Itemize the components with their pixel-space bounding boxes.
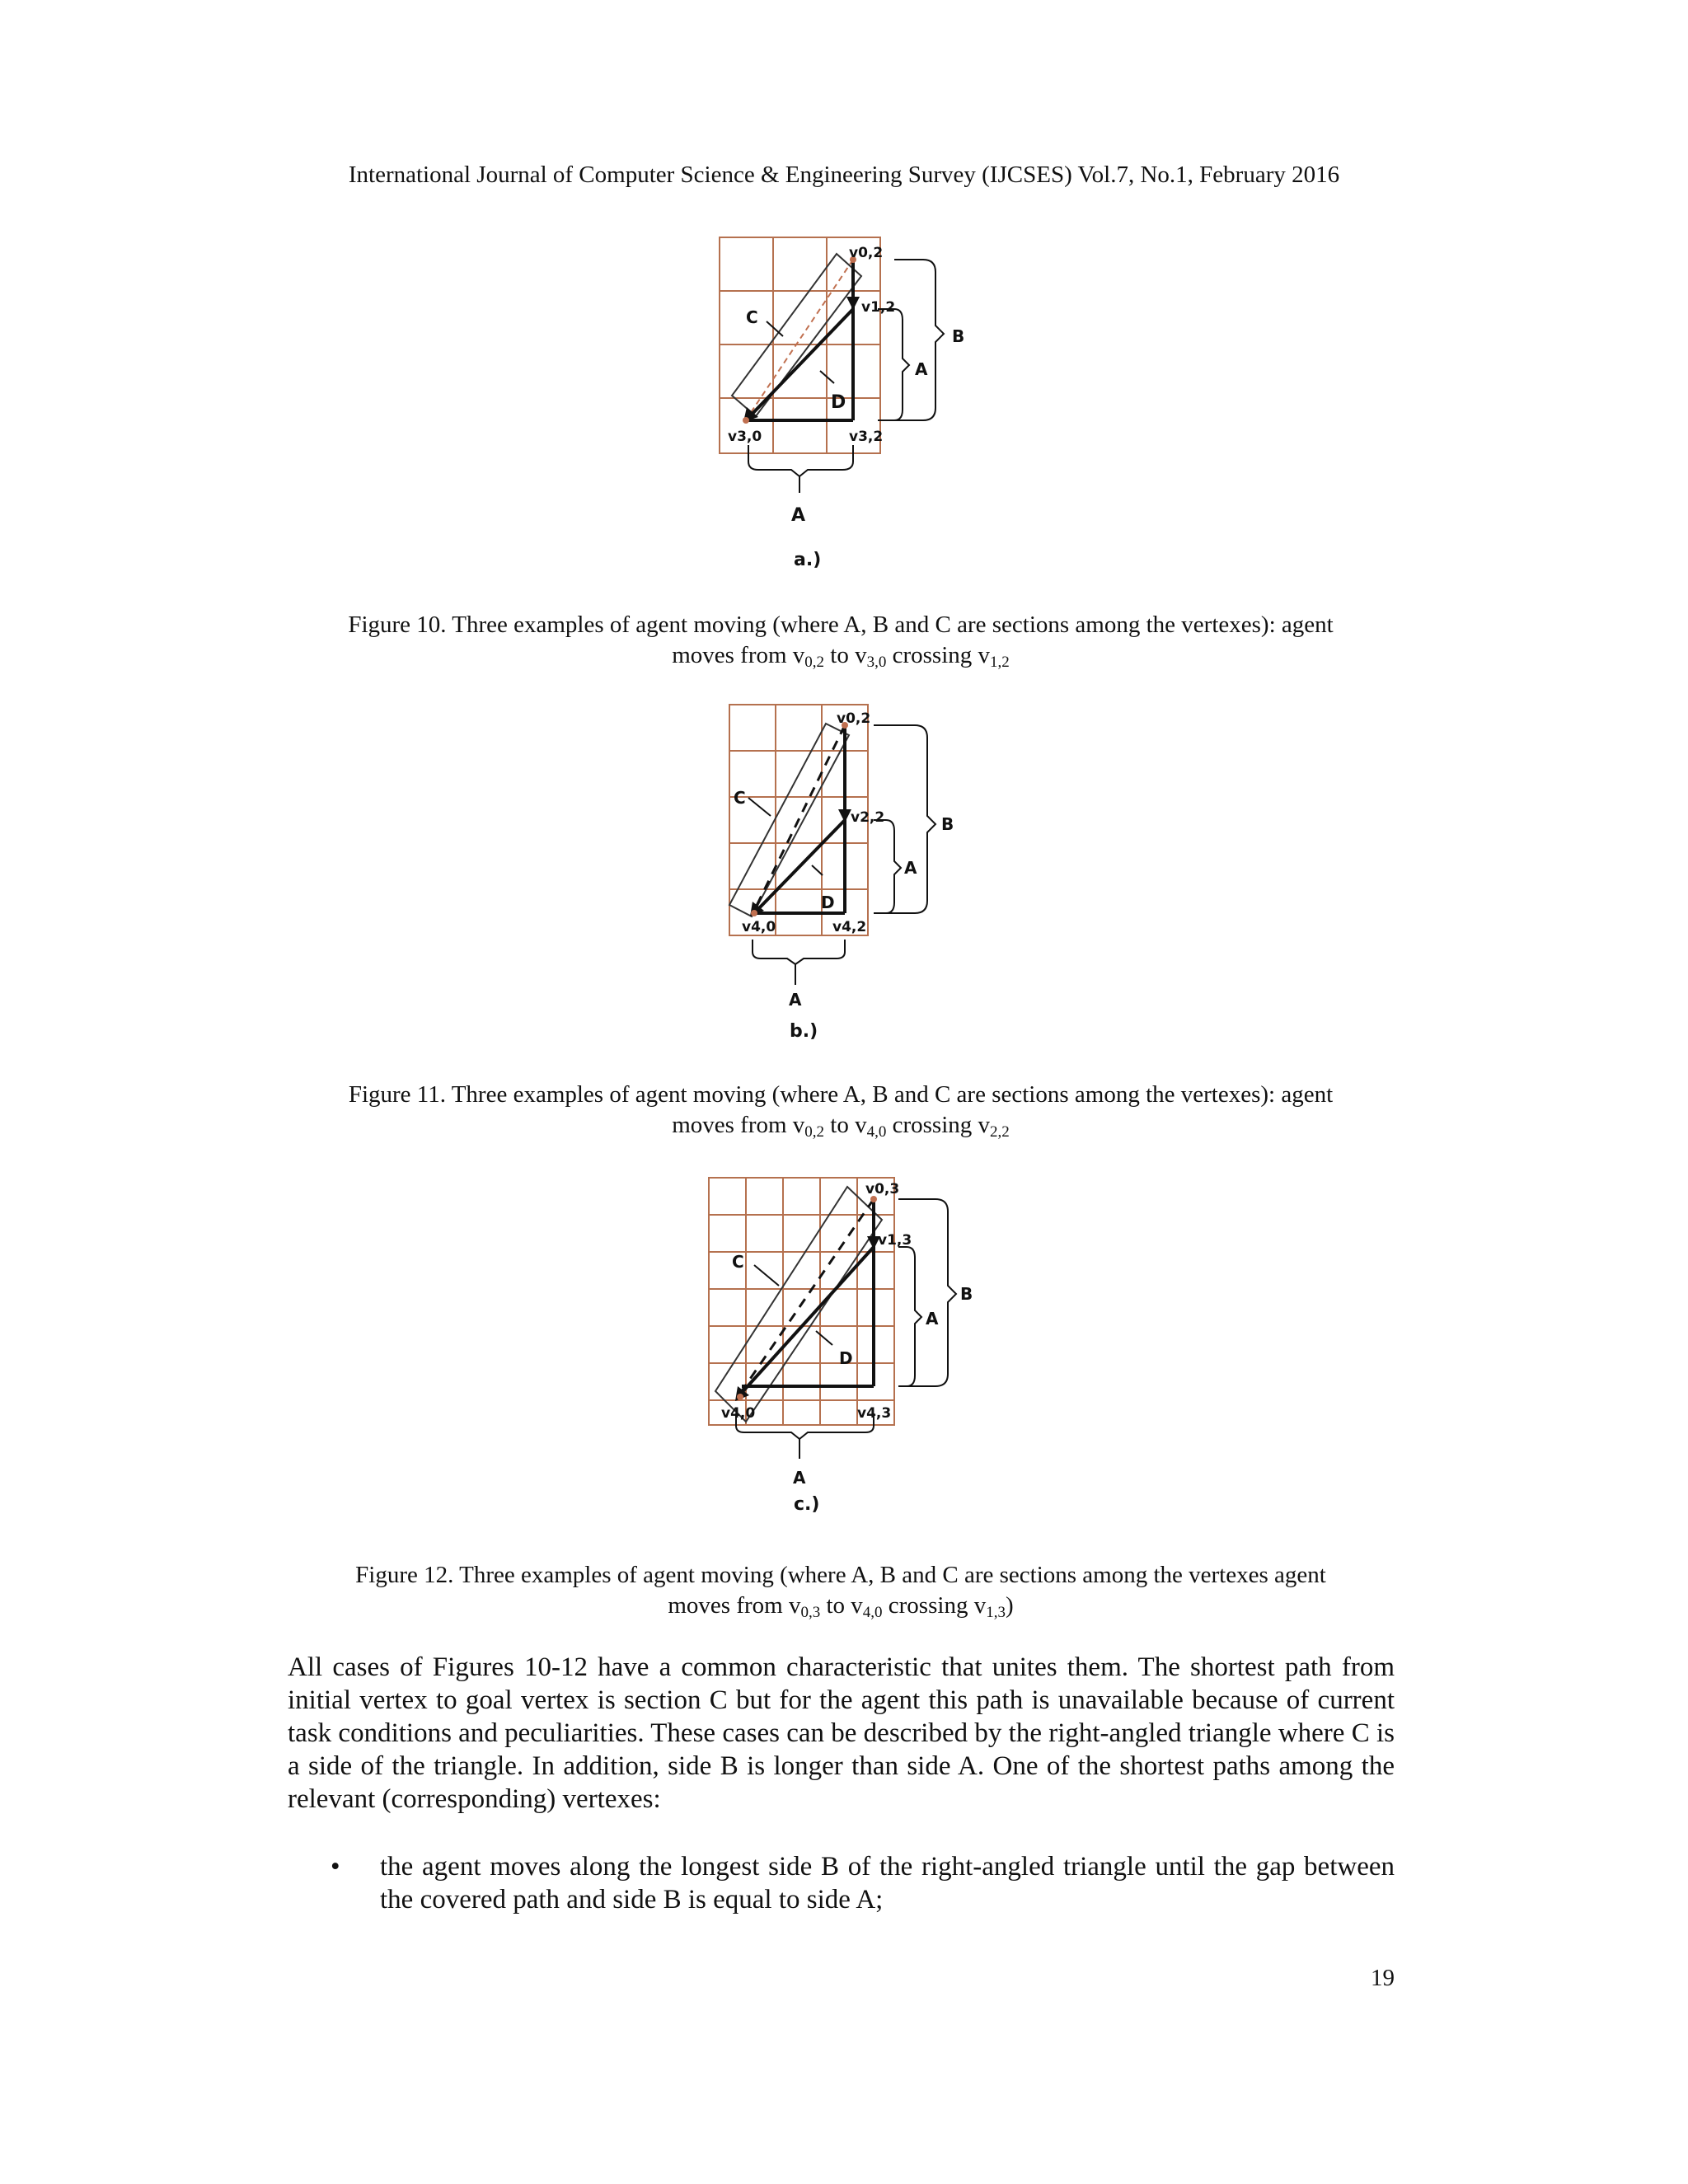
label-side-a-right: A xyxy=(915,359,928,379)
label-side-d: D xyxy=(821,893,835,912)
figure-11 xyxy=(0,701,1688,1047)
body-paragraph: All cases of Figures 10-12 have a common characteristic that unites them. The shortest path from initial vertex to goal vertex is section C but for the agent this path is unavailable because of current task conditions and peculiarities. These cases can be described by the right-angled triangle where C is a side of the triangle. In addition, side B is longer than side A. One of the shortest paths among the relevant (corresponding) vertexes: xyxy=(288,1652,1395,1814)
arrow-head-down-icon xyxy=(846,297,860,310)
label-side-c: C xyxy=(746,307,758,327)
d-leader xyxy=(816,1331,832,1345)
label-side-d: D xyxy=(831,392,846,413)
panel-label: a.) xyxy=(794,550,822,570)
label-corner-vertex: v4,2 xyxy=(832,919,867,935)
figure-10 xyxy=(0,231,1688,577)
brace-a-bottom xyxy=(736,1413,874,1439)
label-side-b: B xyxy=(952,326,965,346)
panel-label: c.) xyxy=(794,1494,820,1515)
brace-a-bottom xyxy=(753,940,845,964)
bullet-list xyxy=(288,1850,1395,1916)
label-side-a-right: A xyxy=(926,1309,939,1329)
label-mid-vertex: v1,3 xyxy=(878,1232,912,1249)
figure-12-caption xyxy=(272,1560,1409,1621)
figure-11-diagram xyxy=(0,701,1688,1047)
figure-10-diagram xyxy=(0,231,1688,577)
label-mid-vertex: v2,2 xyxy=(851,809,885,826)
label-corner-vertex: v4,3 xyxy=(857,1405,892,1422)
vertex-end-marker xyxy=(737,1394,743,1400)
vertex-end-marker xyxy=(743,417,749,424)
corridor-outline xyxy=(729,724,849,916)
brace-a-bottom xyxy=(748,445,853,476)
vertex-end-marker xyxy=(751,910,757,916)
label-corner-vertex: v3,2 xyxy=(849,429,884,445)
c-leader xyxy=(754,1265,779,1286)
label-mid-vertex: v1,2 xyxy=(861,299,896,316)
caption-line-2: moves from $v_{0,3}$ to $v_{4,0}$ crossing $v_{1,3}$) xyxy=(668,1592,1014,1621)
label-side-a-bottom: A xyxy=(793,1468,806,1488)
label-side-a-bottom: A xyxy=(791,505,806,526)
figure-11-caption xyxy=(272,1080,1409,1141)
caption-line-2: moves from $v_{0,2}$ to $v_{3,0}$ crossing $v_{1,2}$ xyxy=(672,642,1010,671)
label-side-c: C xyxy=(732,1252,744,1272)
figure-12 xyxy=(0,1170,1688,1533)
brace-a-right xyxy=(878,309,909,420)
c-leader xyxy=(748,798,771,816)
diagonal-c-dashed xyxy=(738,1199,874,1397)
caption-line-1: Figure 12. Three examples of agent moving (where A, B and C are sections among the vertexes agent xyxy=(355,1562,1326,1588)
bullet-item xyxy=(288,1850,1395,1916)
label-side-d: D xyxy=(839,1348,853,1368)
label-start-vertex: v0,3 xyxy=(865,1181,900,1197)
label-side-b: B xyxy=(941,814,954,834)
caption-line-2: moves from $v_{0,2}$ to $v_{4,0}$ crossing $v_{2,2}$ xyxy=(672,1112,1010,1141)
bullet-icon: • xyxy=(331,1852,340,1882)
label-side-c: C xyxy=(734,788,746,808)
bullet-text: the agent moves along the longest side B of the right-angled triangle until the gap between the covered path and side B is equal to side A; xyxy=(380,1852,1395,1915)
brace-a-right xyxy=(874,820,901,913)
label-side-a-bottom: A xyxy=(789,990,802,1010)
label-end-vertex: v4,0 xyxy=(721,1405,756,1422)
label-side-b: B xyxy=(960,1284,973,1304)
caption-line-1: Figure 10. Three examples of agent moving (where A, B and C are sections among the vertexes): agent xyxy=(348,612,1334,638)
panel-label: b.) xyxy=(790,1021,818,1042)
diagonal-c-dashed xyxy=(754,725,845,911)
brace-b xyxy=(898,1199,956,1386)
running-header: International Journal of Computer Science & Engineering Survey (IJCSES) Vol.7, No.1, February 2016 xyxy=(348,162,1340,188)
figure-12-diagram xyxy=(0,1170,1688,1533)
label-end-vertex: v4,0 xyxy=(742,919,776,935)
label-end-vertex: v3,0 xyxy=(728,429,762,445)
label-side-a-right: A xyxy=(904,858,917,878)
figure-10-caption xyxy=(272,610,1409,671)
page-number: 19 xyxy=(1371,1965,1395,1991)
label-start-vertex: v0,2 xyxy=(849,245,884,261)
brace-a-right xyxy=(898,1247,921,1386)
label-start-vertex: v0,2 xyxy=(837,710,871,727)
caption-line-1: Figure 11. Three examples of agent moving (where A, B and C are sections among the vertexes): agent xyxy=(348,1081,1334,1108)
arrow-head-down-icon xyxy=(838,809,851,823)
